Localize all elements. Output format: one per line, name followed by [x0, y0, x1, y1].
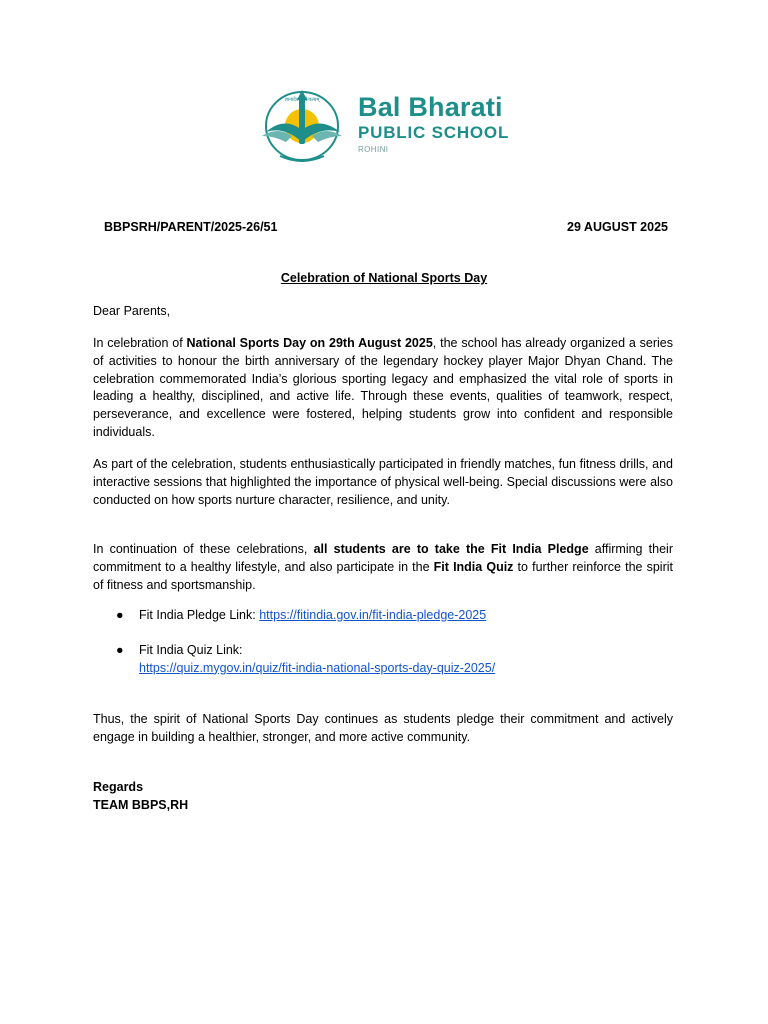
para3-text-2: affirming their commitment to a healthy lifestyle, and also participate in the [93, 542, 673, 574]
para1-text-2: , the school has already organized a series of activities to honour the birth anniversary of the legendary hockey player Major Dhyan Chand. The celebration commemorated India’s glorious sporting legacy and emphasized the vital role of sports in leading a healthy, disciplined, and active life. Through these events, qualities of teamwork, respect, perseverance, and excellence were fostered, helping students grow into confident and responsible individuals. [93, 336, 674, 439]
para1-text-1: In celebration of [93, 336, 187, 350]
para3-bold-2: Fit India Quiz [433, 559, 514, 574]
regards-text: Regards [93, 780, 144, 794]
school-location: ROHINI [358, 145, 389, 154]
quiz-link[interactable]: https://quiz.mygov.in/quiz/fit-india-national-sports-day-quiz-2025/ [139, 660, 496, 675]
list-item-quiz [93, 642, 673, 678]
circular-date: 29 AUGUST 2025 [567, 220, 668, 234]
paragraph-closing: Thus, the spirit of National Sports Day continues as students pledge their commitment and actively engage in building a healthier, stronger, and more active community. [93, 712, 673, 744]
para3-bold-1: all students are to take the Fit India Pledge [313, 542, 589, 556]
paragraph-activities: As part of the celebration, students enthusiastically participated in friendly matches, fun fitness drills, and interactive sessions that highlighted the importance of physical well-being. Special discussions were also conducted on how sports nurture character, resilience, and unity. [93, 457, 673, 507]
school-emblem-icon [258, 86, 354, 170]
paragraph-continuation [93, 541, 673, 594]
signoff [93, 779, 188, 815]
para1-bold-1: National Sports Day on 29th August 2025 [186, 336, 433, 350]
list-item-pledge [93, 607, 673, 625]
bullet-icon: ● [116, 642, 124, 657]
greeting: Dear Parents, [93, 304, 171, 318]
team-signature: TEAM BBPS,RH [93, 797, 189, 812]
reference-number: BBPSRH/PARENT/2025-26/51 [104, 220, 278, 234]
link-list [93, 607, 673, 694]
school-name: Bal Bharati [358, 92, 503, 122]
bullet-icon: ● [116, 608, 124, 622]
pledge-link[interactable]: https://fitindia.gov.in/fit-india-pledge-2025 [259, 608, 487, 622]
quiz-link-label: Fit India Quiz Link: [139, 642, 243, 657]
school-logo [258, 86, 520, 170]
subject-line [0, 271, 768, 285]
para3-text-3: to further reinforce the spirit of fitness and sportsmanship. [93, 559, 673, 592]
para3-text-1: In continuation of these celebrations, [93, 542, 314, 556]
paragraph-intro [93, 335, 673, 442]
pledge-link-label: Fit India Pledge Link: [139, 608, 260, 622]
school-subtitle: PUBLIC SCHOOL [358, 123, 510, 142]
subject-text: Celebration of National Sports Day [280, 271, 488, 285]
emblem-motto: ज्ञानादेव तु कैवल्यम् [284, 97, 320, 103]
